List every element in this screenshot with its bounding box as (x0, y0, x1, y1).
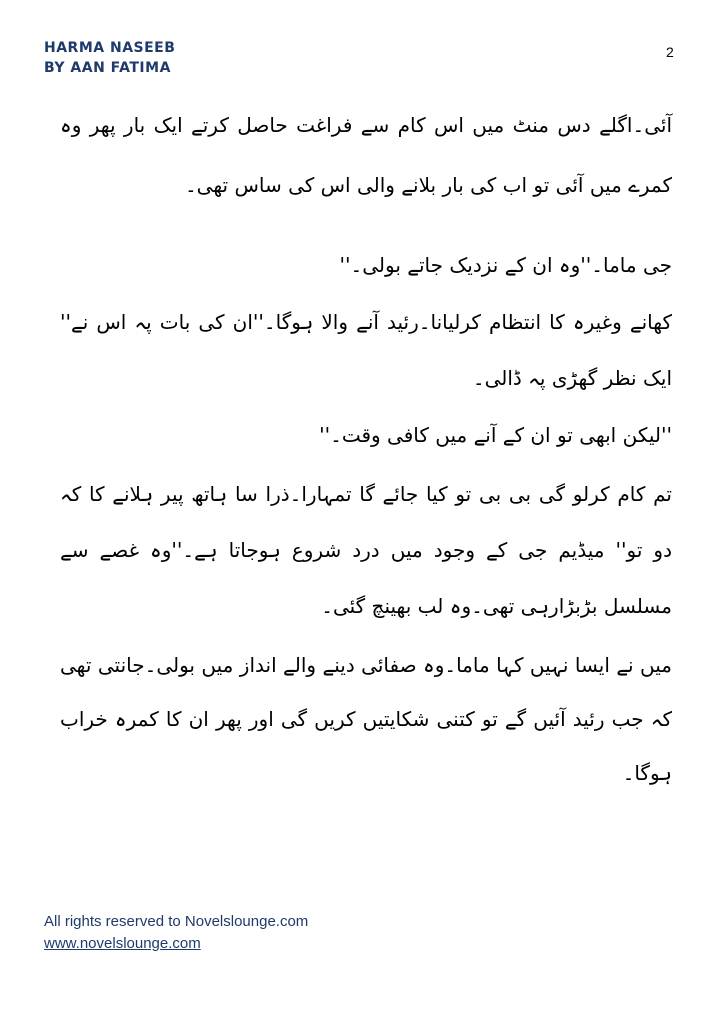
paragraph-6: میں نے ایسا نہیں کہا ماما۔وہ صفائی دینے والے انداز میں بولی۔جانتی تھی کہ جب رئید آئیں گے تو کتنی شکایتیں کریں گی اور پھر ان کا کمرہ خراب ہوگا۔ (60, 653, 672, 785)
author-name: BY AAN FATIMA (44, 60, 171, 76)
paragraph-3: کھانے وغیرہ کا انتظام کرلیانا۔رئید آنے والا ہوگا۔''ان کی بات پہ اس نے'' ایک نظر گھڑی پہ ڈالی۔ (60, 310, 672, 390)
copyright-notice: All rights reserved to Novelslounge.com (44, 913, 309, 930)
document-header (44, 38, 175, 78)
paragraph-2: جی ماما۔''وہ ان کے نزدیک جاتے بولی۔'' (339, 253, 672, 277)
paragraph-1: آئی۔اگلے دس منٹ میں اس کام سے فراغت حاصل کرتے ایک بار پھر وہ کمرے میں آئی تو اب کی بار بلانے والی اس کی ساس تھی۔ (60, 113, 672, 197)
website-link[interactable]: www.novelslounge.com (44, 935, 201, 952)
page-number: 2 (666, 44, 674, 60)
document-footer (44, 911, 308, 955)
story-body (60, 95, 672, 812)
novel-title: HARMA NASEEB (44, 40, 176, 56)
paragraph-5: تم کام کرلو گی بی بی تو کیا جائے گا تمہارا۔ذرا سا ہاتھ پیر ہلانے کا کہ دو تو'' میڈیم جی کے وجود میں درد شروع ہوجاتا ہے۔''وہ غصے سے مسلسل بڑبڑارہی تھی۔وہ لب بھینچ گئی۔ (60, 482, 672, 618)
paragraph-4: ''لیکن ابھی تو ان کے آنے میں کافی وقت۔'' (319, 423, 672, 447)
